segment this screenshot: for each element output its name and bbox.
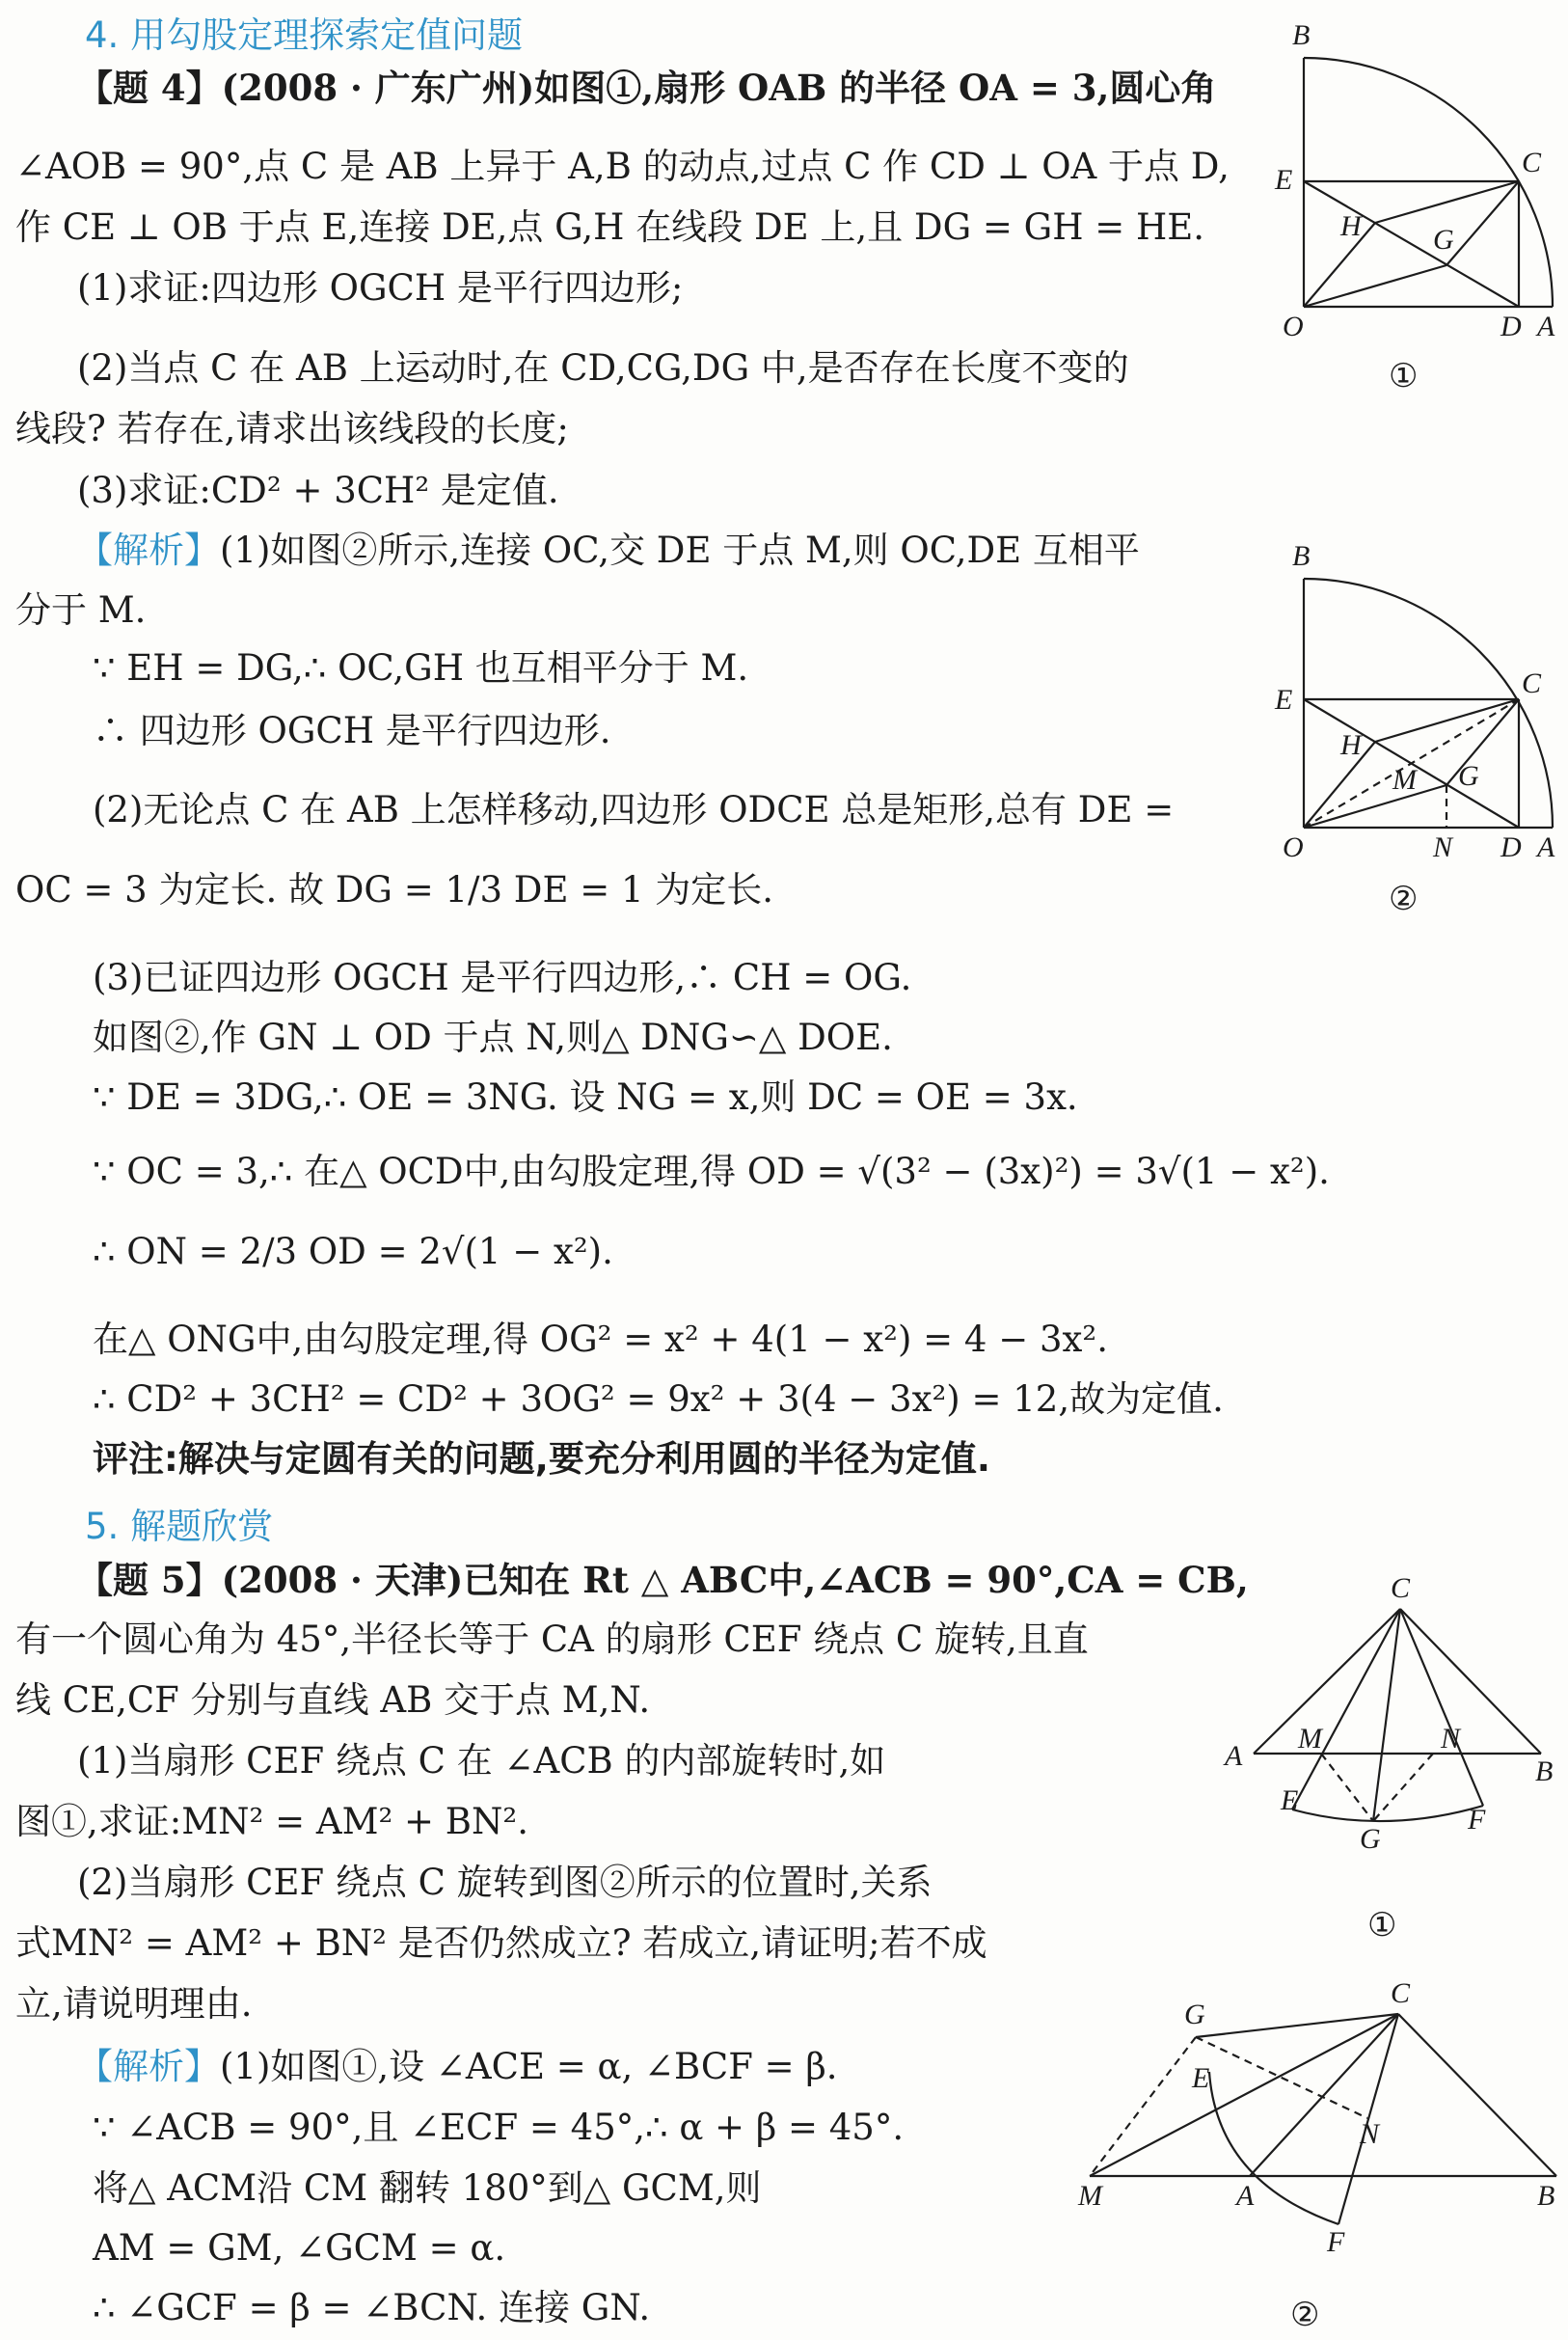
fig3-ce: [1292, 1609, 1400, 1809]
fig1-caption: ①: [1389, 357, 1419, 395]
fig2-label-c: C: [1522, 667, 1542, 699]
fig3-label-m: M: [1298, 1723, 1322, 1755]
fig3-ng-dashed: [1373, 1754, 1433, 1821]
fig3-arc-ef: [1292, 1806, 1483, 1821]
fig2-hc: [1375, 699, 1519, 742]
fig3-label-n: N: [1441, 1723, 1461, 1755]
solution-5-line-2: ∵ ∠ACB = 90°,且 ∠ECF = 45°,∴ α + β = 45°.: [93, 2107, 905, 2148]
fig1-label-e: E: [1275, 164, 1293, 196]
fig3-ca: [1254, 1609, 1400, 1754]
solution-4-tag: 【解析】: [77, 530, 220, 571]
fig1-oh: [1304, 223, 1375, 307]
solution-4-line-7: (3)已证四边形 OGCH 是平行四边形,∴ CH = OG.: [93, 957, 912, 998]
problem-5-line-3: 线 CE,CF 分别与直线 AB 交于点 M,N.: [15, 1679, 651, 1721]
fig3-label-e: E: [1281, 1784, 1299, 1816]
fig1-de: [1304, 181, 1519, 307]
fig2-label-n: N: [1433, 831, 1453, 863]
fig4-label-e: E: [1192, 2062, 1210, 2094]
fig1-label-c: C: [1522, 147, 1542, 178]
problem-5-line-6: (2)当扇形 CEF 绕点 C 旋转到图②所示的位置时,关系: [77, 1862, 933, 1903]
fig2-og: [1304, 785, 1446, 828]
solution-4-line-4: ∴ 四边形 OGCH 是平行四边形.: [93, 710, 611, 751]
problem-4-line-2: ∠AOB = 90°,点 C 是 AB 上异于 A,B 的动点,过点 C 作 CD ⊥ OA 于点 D,: [15, 146, 1230, 187]
fig1-label-h: H: [1340, 210, 1362, 242]
fig2-label-e: E: [1275, 684, 1293, 716]
fig4-label-g: G: [1184, 1999, 1205, 2030]
fig3-mg-dashed: [1321, 1754, 1373, 1821]
fig4-cm: [1090, 2014, 1398, 2176]
problem-5-line-5: 图①,求证:MN² = AM² + BN².: [15, 1801, 528, 1842]
solution-5-tag: 【解析】: [77, 2046, 220, 2087]
fig3-label-b: B: [1535, 1755, 1554, 1787]
solution-4-note: 评注:解决与定圆有关的问题,要充分利用圆的半径为定值.: [93, 1438, 990, 1480]
solution-5-line-3: 将△ ACM沿 CM 翻转 180°到△ GCM,则: [93, 2167, 762, 2209]
problem-5-line-2: 有一个圆心角为 45°,半径长等于 CA 的扇形 CEF 绕点 C 旋转,且直: [15, 1619, 1089, 1660]
fig4-cb: [1398, 2014, 1556, 2176]
problem-4-line-5: (2)当点 C 在 AB 上运动时,在 CD,CG,DG 中,是否存在长度不变的: [77, 347, 1129, 389]
fig2-label-d: D: [1500, 831, 1522, 863]
fig3-label-g: G: [1360, 1823, 1381, 1855]
fig4-label-a: A: [1236, 2180, 1255, 2212]
solution-5-line-1-text: (1)如图①,设 ∠ACE = α, ∠BCF = β.: [220, 2046, 838, 2087]
fig1-gc: [1446, 181, 1519, 265]
solution-4-line-2: 分于 M.: [15, 589, 147, 631]
fig2-label-g: G: [1458, 760, 1479, 792]
solution-4-line-5: (2)无论点 C 在 AB 上怎样移动,四边形 ODCE 总是矩形,总有 DE =: [93, 789, 1175, 830]
solution-4-line-8: 如图②,作 GN ⊥ OD 于点 N,则△ DNG∽△ DOE.: [93, 1017, 893, 1058]
problem-4-line-4: (1)求证:四边形 OGCH 是平行四边形;: [77, 267, 684, 309]
fig1-og: [1304, 265, 1446, 307]
fig4-label-b: B: [1537, 2180, 1555, 2212]
problem-5-line-1-text: 【题 5】(2008 · 天津)已知在 Rt △ ABC中,∠ACB = 90°,CA = CB,: [77, 1559, 1249, 1601]
problem-5-line-7: 式MN² = AM² + BN² 是否仍然成立? 若成立,请证明;若不成: [15, 1922, 987, 1964]
solution-5-line-5: ∴ ∠GCF = β = ∠BCN. 连接 GN.: [93, 2287, 651, 2328]
problem-4-line-7: (3)求证:CD² + 3CH² 是定值.: [77, 470, 559, 511]
fig3-cb: [1400, 1609, 1541, 1754]
fig2-caption: ②: [1389, 880, 1419, 918]
fig2-label-o: O: [1283, 831, 1304, 863]
fig1-label-a: A: [1537, 311, 1555, 342]
fig1-label-g: G: [1433, 224, 1454, 256]
fig3-label-c: C: [1391, 1572, 1411, 1604]
problem-4-line-6: 线段? 若存在,请求出该线段的长度;: [15, 408, 569, 449]
fig2-label-b: B: [1292, 540, 1311, 572]
fig4-label-n: N: [1360, 2118, 1380, 2150]
fig3-label-a: A: [1225, 1740, 1243, 1772]
fig3-caption: ①: [1367, 1906, 1397, 1945]
fig1-hc: [1375, 181, 1519, 223]
fig4-label-c: C: [1391, 1977, 1411, 2009]
problem-4-line-1-text: 【题 4】(2008 · 广东广州)如图①,扇形 OAB 的半径 OA = 3,圆心角: [77, 67, 1217, 109]
fig2-label-m: M: [1392, 764, 1417, 796]
fig3-label-f: F: [1468, 1804, 1486, 1836]
solution-4-line-1-text: (1)如图②所示,连接 OC,交 DE 于点 M,则 OC,DE 互相平: [220, 530, 1140, 571]
solution-4-line-3: ∵ EH = DG,∴ OC,GH 也互相平分于 M.: [93, 647, 749, 689]
solution-4-line-6: OC = 3 为定长. 故 DG = 1/3 DE = 1 为定长.: [15, 869, 774, 911]
solution-5-line-4: AM = GM, ∠GCM = α.: [93, 2227, 506, 2269]
fig4-gm-dashed: [1090, 2037, 1196, 2176]
fig1-label-b: B: [1292, 19, 1311, 51]
solution-4-line-13: ∴ CD² + 3CH² = CD² + 3OG² = 9x² + 3(4 − 3x²) = 12,故为定值.: [93, 1378, 1224, 1420]
section-title-5: 5. 解题欣赏: [85, 1506, 274, 1547]
fig1-label-o: O: [1283, 311, 1304, 342]
solution-4-line-12: 在△ ONG中,由勾股定理,得 OG² = x² + 4(1 − x²) = 4 − 3x².: [93, 1319, 1108, 1360]
solution-4-line-10: ∵ OC = 3,∴ 在△ OCD中,由勾股定理,得 OD = √(3² − (3x)²) = 3√(1 − x²).: [93, 1151, 1330, 1192]
solution-4-line-11: ∴ ON = 2/3 OD = 2√(1 − x²).: [93, 1231, 613, 1272]
fig4-cg: [1196, 2014, 1398, 2037]
solution-4-line-9: ∵ DE = 3DG,∴ OE = 3NG. 设 NG = x,则 DC = OE = 3x.: [93, 1076, 1078, 1118]
fig2-label-h: H: [1340, 729, 1362, 761]
fig3-cg: [1373, 1609, 1400, 1821]
fig4-caption: ②: [1290, 2296, 1320, 2334]
fig2-label-a: A: [1537, 831, 1555, 863]
fig2-oh: [1304, 742, 1375, 828]
problem-5-line-4: (1)当扇形 CEF 绕点 C 在 ∠ACB 的内部旋转时,如: [77, 1740, 886, 1782]
problem-5-line-8: 立,请说明理由.: [15, 1983, 253, 2025]
fig1-label-d: D: [1500, 311, 1522, 342]
section-title-4: 4. 用勾股定理探索定值问题: [85, 14, 524, 56]
fig4-label-f: F: [1327, 2226, 1345, 2258]
fig4-label-m: M: [1078, 2180, 1102, 2212]
problem-4-line-3: 作 CE ⊥ OB 于点 E,连接 DE,点 G,H 在线段 DE 上,且 DG = GH = HE.: [15, 206, 1205, 248]
